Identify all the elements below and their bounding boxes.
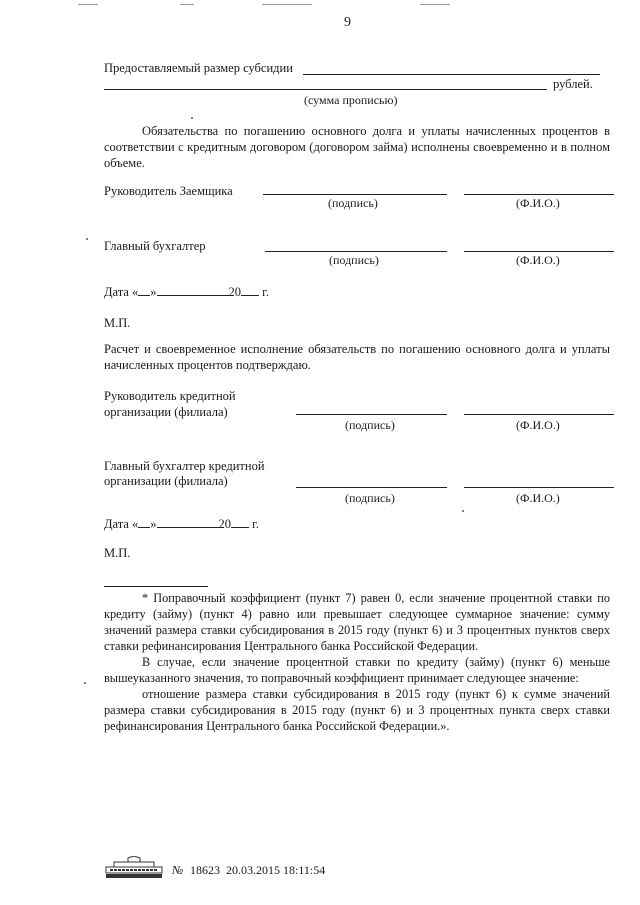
footnote-paragraph: * Поправочный коэффициент (пункт 7) равен 0, если значение процентной ставки по кредиту (займу) (пункт 4) равно или превышает следующее суммарное значение: сумму значений размера ставки субсидирования в 2015 году (пункт 6) и 3 процентных пунктов сверх ставки рефинансирования Центрального банка Российской Федерации. (104, 591, 610, 653)
subsidy-amount-line (303, 74, 600, 75)
signature-line (296, 414, 447, 415)
amount-in-words-caption: (сумма прописью) (304, 93, 398, 107)
page-number: 9 (344, 15, 351, 30)
scan-speck (462, 510, 464, 512)
signature-caption: (подпись) (345, 491, 395, 505)
stamp-place-label: М.П. (104, 546, 131, 560)
signature-caption: (подпись) (329, 253, 379, 267)
currency-label: рублей. (553, 77, 593, 91)
name-line (464, 487, 614, 488)
scan-speck (86, 238, 88, 240)
signature-line (296, 487, 447, 488)
stamp-place-label: М.П. (104, 316, 131, 330)
registration-number-prefix: № (172, 863, 184, 877)
name-caption: (Ф.И.О.) (516, 418, 560, 432)
scan-speck (84, 682, 86, 684)
confirmation-paragraph: Расчет и своевременное исполнение обязательств по погашению основного долга и уплаты начисленных процентов подтверждаю. (104, 342, 610, 372)
date-field: Дата « » 20 г. (104, 517, 260, 531)
registry-seal-icon (104, 856, 164, 880)
scan-speck (191, 117, 193, 119)
signature-line (263, 194, 447, 195)
name-caption: (Ф.И.О.) (516, 491, 560, 505)
registration-datetime: 20.03.2015 18:11:54 (226, 863, 326, 877)
footnote-separator (104, 586, 208, 587)
obligations-paragraph: Обязательства по погашению основного долга и уплаты начисленных процентов в соответствии с кредитным договором (договором займа) исполнены своевременно и в полном объеме. (104, 124, 610, 170)
footnote-paragraph: В случае, если значение процентной ставки по кредиту (займу) (пункт 6) меньше вышеуказанного значения, то поправочный коэффициент принимает следующее значение: (104, 655, 610, 685)
bank-accountant-label-line1: Главный бухгалтер кредитной (104, 459, 265, 473)
subsidy-label: Предоставляемый размер субсидии (104, 61, 293, 75)
bank-head-label-line2: организации (филиала) (104, 405, 228, 419)
name-line (464, 251, 614, 252)
subsidy-words-line (104, 89, 547, 90)
name-line (464, 194, 614, 195)
bank-accountant-label-line2: организации (филиала) (104, 474, 228, 488)
date-field: Дата « » 20 г. (104, 285, 270, 299)
name-line (464, 414, 614, 415)
footnote-paragraph: отношение размера ставки субсидирования в 2015 году (пункт 6) к сумме значений размера ставки субсидирования в 2015 году (пункт 6) и 3 процентных пункта сверх ставки рефинансирования Центрального банка Российской Федерации.». (104, 687, 610, 733)
scan-mark (262, 4, 312, 5)
bank-head-label-line1: Руководитель кредитной (104, 389, 236, 403)
scan-mark (78, 4, 98, 5)
registration-number: 18623 (190, 863, 220, 877)
signature-caption: (подпись) (345, 418, 395, 432)
scan-mark (420, 4, 450, 5)
borrower-accountant-label: Главный бухгалтер (104, 239, 206, 253)
name-caption: (Ф.И.О.) (516, 253, 560, 267)
scan-mark (180, 4, 194, 5)
borrower-head-label: Руководитель Заемщика (104, 184, 233, 198)
name-caption: (Ф.И.О.) (516, 196, 560, 210)
signature-line (265, 251, 447, 252)
signature-caption: (подпись) (328, 196, 378, 210)
